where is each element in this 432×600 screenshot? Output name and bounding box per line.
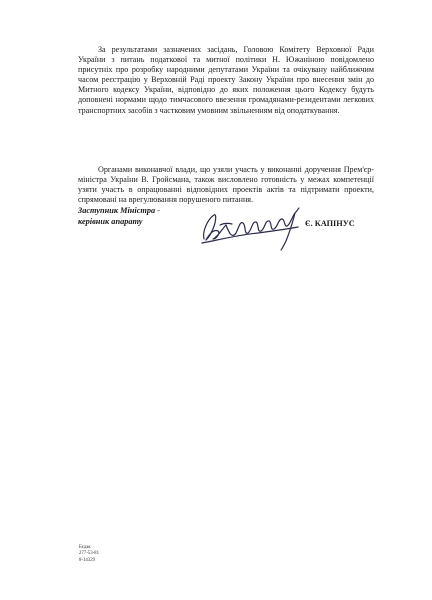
body-paragraph-1: За результатами зазначених засідань, Головою Комітету Верховної Ради України з питань податкової та митної політики Н. Южаніною повідомлено присутніх про розробку народними депутатами України та очікувану найближчим часом реєстрацію у Верховній Раді проекту Закону України про внесення змін до Митного кодексу України, відповідно до яких положення цього Кодексу будуть доповнені нормами щодо тимчасового ввезення громадянами-резидентами легкових транспортних засобів з частковим умовним звільненням від оподаткування. [78,45,374,115]
body-paragraph-2: Органами виконавчої влади, що узяли участь у виконанні доручення Прем'єр-міністра України В. Гройсмана, також висловлено готовність у межах компетенції узяти участь в опрацюванні відповідних проектів актів та підтримати проекти, спрямовані на врегулювання порушеного питання. [78,165,374,205]
document-number: 8-14329 [79,557,95,563]
signatory-title-line-1: Заступник Міністра - [78,206,160,215]
signatory-name: Є. КАПІНУС [305,219,355,228]
executor-name: Бєдак [79,545,91,550]
signatory-title-line-2: керівник апарату [78,217,143,226]
signatory-title [78,205,160,227]
executor-phone: 277-53-81 [79,551,99,557]
handwritten-signature [198,205,306,251]
executor-footer [79,545,99,564]
